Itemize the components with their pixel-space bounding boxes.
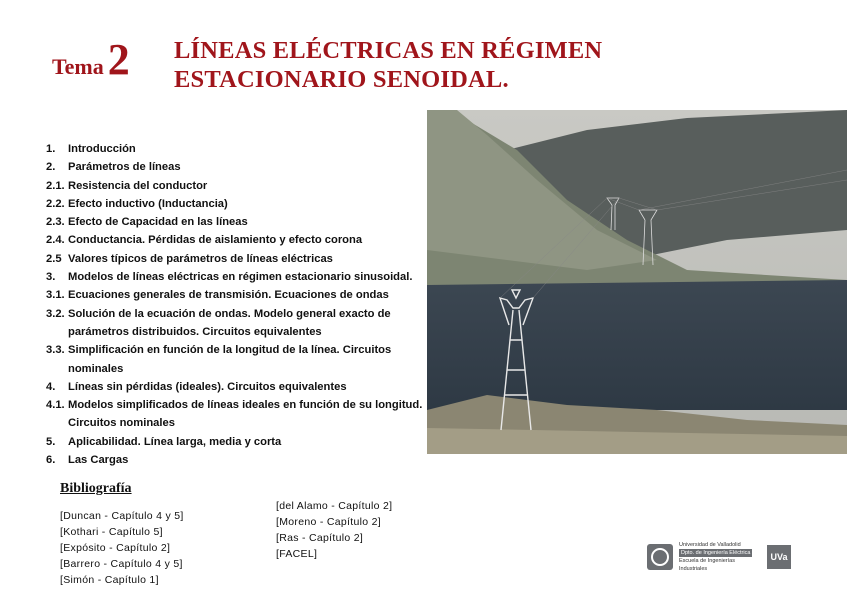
reference-item: [Ras - Capítulo 2] [276,532,364,544]
toc-number: 3. [46,271,56,284]
toc-number: 1. [46,143,56,155]
toc-text: Introducción [68,143,136,155]
toc-number: 2.4. [46,234,65,247]
toc-text: Conductancia. Pérdidas de aislamiento y efecto corona [68,234,363,247]
toc-number: 2.5 [46,252,62,265]
reference-item: [Moreno - Capítulo 2] [276,516,381,528]
toc-item [46,396,436,433]
toc-text: Valores típicos de parámetros de líneas eléctricas [68,252,333,265]
toc-text: Ecuaciones generales de transmisión. Ecuaciones de ondas [68,289,389,302]
toc-item [46,195,436,213]
title-line-1: LÍNEAS ELÉCTRICAS EN RÉGIMEN [174,37,603,64]
toc-text: Parámetros de líneas [68,161,181,174]
toc-number: 2.2. [46,197,65,210]
topic-num: 2 [107,35,130,84]
toc-item [46,158,436,176]
topic-number [52,35,130,84]
toc-number: 5. [46,435,56,448]
toc-number: 6. [46,454,56,467]
toc-text: Simplificación en función de la longitud de la línea. Circuitos nominales [68,344,392,375]
reference-item: [del Alamo - Capítulo 2] [276,500,393,512]
toc-item [46,433,436,451]
toc-item [46,213,436,231]
toc-text: Modelos de líneas eléctricas en régimen estacionario sinusoidal. [68,271,413,284]
page-title [174,36,602,94]
toc-number: 3.2. [46,307,65,320]
bibliography-heading: Bibliografía [60,481,132,496]
landscape-photo [427,110,847,454]
bibliography-column-1 [60,508,184,588]
reference-item: [Kothari - Capítulo 5] [60,526,163,538]
logo-university: Universidad de Valladolid [679,542,741,548]
topic-word: Tema [52,54,104,79]
university-logo [647,541,791,573]
toc-item [46,341,436,378]
reference-item: [Barrero - Capítulo 4 y 5] [60,558,183,570]
pylon-landscape-image [427,110,847,454]
toc-number: 4. [46,380,56,393]
toc-text: Solución de la ecuación de ondas. Modelo general exacto de parámetros distribuidos. Circuitos equivalentes [68,307,391,338]
toc-text: Efecto inductivo (Inductancia) [68,197,228,210]
toc-number: 2.1. [46,179,65,192]
reference-item: [Duncan - Capítulo 4 y 5] [60,510,184,522]
toc-item [46,451,436,469]
toc-text: Líneas sin pérdidas (ideales). Circuitos equivalentes [68,380,347,393]
toc-text: Efecto de Capacidad en las líneas [68,216,248,229]
toc-item [46,231,436,249]
table-of-contents [46,140,436,469]
toc-item [46,140,436,158]
toc-item [46,286,436,304]
reference-item: [Expósito - Capítulo 2] [60,542,171,554]
bibliography-column-2 [276,498,392,562]
toc-number: 2. [46,161,56,174]
toc-item [46,250,436,268]
toc-text: Las Cargas [68,454,129,467]
reference-item: [FACEL] [276,548,318,560]
school-emblem-icon [647,544,673,570]
title-line-2: ESTACIONARIO SENOIDAL. [174,66,509,93]
toc-item [46,378,436,396]
toc-item [46,268,436,286]
toc-text: Modelos simplificados de líneas ideales en función de su longitud. Circuitos nominales [68,399,423,430]
uva-logo: UVa [767,545,791,569]
toc-text: Aplicabilidad. Línea larga, media y corta [68,435,282,448]
logo-school: Escuela de Ingenierías Industriales [679,558,735,572]
logo-text [679,541,761,573]
toc-number: 3.3. [46,344,65,357]
toc-text: Resistencia del conductor [68,179,208,192]
toc-item [46,177,436,195]
logo-department: Dpto. de Ingeniería Eléctrica [681,550,751,556]
reference-item: [Simón - Capítulo 1] [60,574,159,586]
toc-number: 4.1. [46,399,65,412]
toc-number: 3.1. [46,289,65,302]
toc-number: 2.3. [46,216,65,229]
toc-item [46,305,436,342]
